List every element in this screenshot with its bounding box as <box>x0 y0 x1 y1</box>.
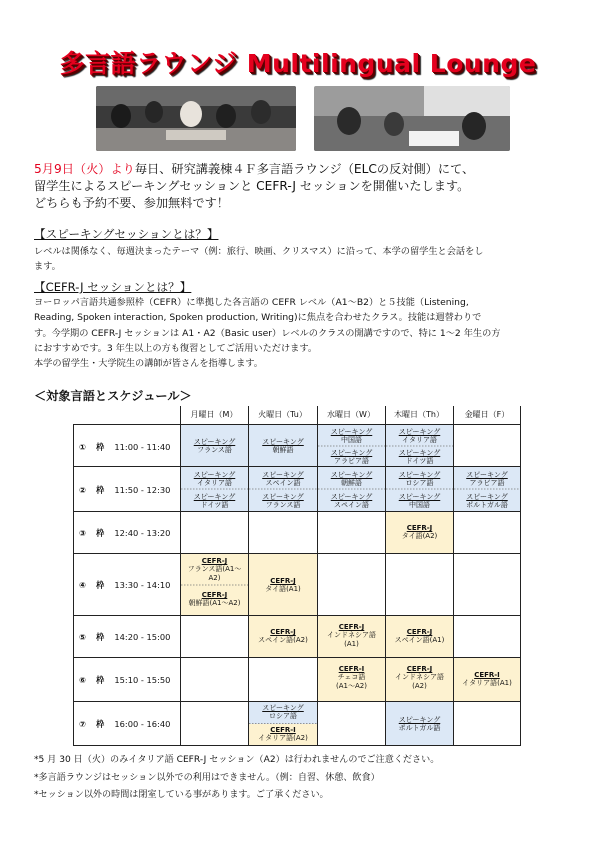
session-language: フランス語 <box>197 446 232 455</box>
session-type: CEFR-J <box>406 628 433 636</box>
session-language: チェコ語 <box>337 673 366 682</box>
session-type: スピーキング <box>466 471 508 479</box>
session-p1-wed-a <box>318 428 385 445</box>
period-frame-label: 枠 <box>96 675 105 685</box>
session-p2-tue-a <box>249 471 317 488</box>
session-language: ドイツ語 <box>405 457 434 466</box>
session-type: スピーキング <box>193 493 236 501</box>
intro-line-2: 留学生によるスピーキングセッションと CEFR-J セッションを開催いたします。 <box>34 179 470 194</box>
session-type: スピーキング <box>466 493 508 501</box>
day-header-thu: 木曜日（Th） <box>394 410 444 419</box>
cefr-body-line: Reading, Spoken interaction, Spoken production, Writing)に焦点を合わせたクラス。技能は週替わりで <box>34 312 482 324</box>
session-p2-wed-b <box>318 493 385 510</box>
session-p1-mon <box>181 438 248 455</box>
page-title: 多言語ラウンジ Multilingual Lounge <box>59 49 537 78</box>
session-type: スピーキング <box>330 428 373 436</box>
session-p2-wed-a <box>318 471 385 488</box>
intro-line-3: どちらも予約不要、参加無料です！ <box>34 196 229 211</box>
session-type: スピーキング <box>398 493 441 501</box>
session-p6-thu <box>386 665 453 690</box>
session-language: ロシア語 <box>405 479 434 488</box>
session-language: フランス語 <box>265 501 301 510</box>
schedule-title: ＜対象言語とスケジュール＞ <box>34 389 192 403</box>
session-language: インドネシア語 <box>327 631 376 640</box>
session-language: フランス語(A1～ <box>187 565 242 574</box>
session-language: タイ語(A1) <box>265 585 301 594</box>
period-time: 15:10 - 15:50 <box>114 675 171 685</box>
period-number: ⑦ <box>79 719 87 729</box>
period-frame-label: 枠 <box>96 719 105 729</box>
period-number: ③ <box>79 528 87 538</box>
period-time: 16:00 - 16:40 <box>114 719 171 729</box>
period-time: 12:40 - 13:20 <box>114 528 171 538</box>
session-type: CEFR-I <box>338 665 365 673</box>
session-p2-fri-a <box>454 471 520 488</box>
session-language: スペイン語 <box>265 479 301 488</box>
period-4-label <box>79 579 170 591</box>
period-time: 11:50 - 12:30 <box>114 485 171 495</box>
period-frame-label: 枠 <box>96 528 105 538</box>
cefr-body-line: す。今学期の CEFR-J セッションは A1・A2（Basic user）レベルのクラスの開講ですので、特に 1～2 年生の方 <box>34 327 501 339</box>
session-language: ロシア語 <box>269 712 297 721</box>
session-p6-wed <box>318 665 385 690</box>
session-p2-thu-b <box>386 493 453 510</box>
period-number: ④ <box>79 580 87 590</box>
period-number: ⑥ <box>79 675 87 685</box>
session-language: スペイン語 <box>334 501 369 510</box>
speaking-body <box>34 244 564 275</box>
session-type: CEFR-J <box>201 557 228 565</box>
session-type: CEFR-J <box>406 524 433 532</box>
session-type: スピーキング <box>330 493 373 501</box>
session-language: 中国語 <box>409 501 430 510</box>
session-language: スペイン語(A1) <box>394 636 445 645</box>
period-6-label <box>79 674 170 686</box>
session-p1-thu-a <box>386 428 453 445</box>
period-time: 14:20 - 15:00 <box>114 632 171 642</box>
period-1-label <box>79 441 170 453</box>
period-frame-label: 枠 <box>96 632 105 642</box>
period-frame-label: 枠 <box>96 580 105 590</box>
cefr-body-line: におすすめです。3 年生以上の方も復習としてご活用いただけます。 <box>34 342 318 354</box>
speaking-heading: 【スピーキングセッションとは？】 <box>34 227 219 241</box>
session-language: 朝鮮語 <box>272 446 294 455</box>
session-level: (A1～A2) <box>336 681 367 690</box>
session-language: 朝鮮語 <box>341 479 362 488</box>
session-level: A2) <box>208 573 221 582</box>
session-type: CEFR-I <box>270 726 296 734</box>
period-number: ② <box>79 485 87 495</box>
session-language: アラビア語 <box>334 457 369 466</box>
session-type: スピーキング <box>330 449 373 457</box>
session-type: CEFR-I <box>474 671 500 679</box>
period-5-label <box>79 631 170 643</box>
session-language: イタリア語 <box>402 436 437 445</box>
session-type: CEFR-J <box>338 623 365 631</box>
cefr-body <box>34 295 564 371</box>
session-type: CEFR-J <box>270 628 296 636</box>
session-p1-wed-b <box>318 449 385 466</box>
session-type: スピーキング <box>262 493 304 501</box>
note-item: *セッション以外の時間は閉室している事があります。ご了承ください。 <box>34 790 329 801</box>
session-language: アラビア語 <box>469 479 505 488</box>
session-p2-tue-b <box>249 493 317 510</box>
session-p7-tue-a <box>249 704 317 721</box>
session-language: ポルトガル語 <box>398 724 441 733</box>
session-level: (A2) <box>412 681 427 690</box>
period-7-label <box>79 718 170 730</box>
session-p4-tue <box>249 577 317 594</box>
photo-classroom <box>314 86 510 151</box>
session-language: 朝鮮語(A1～A2) <box>188 599 241 608</box>
start-date: 5月9日（火）より <box>34 162 135 176</box>
session-p5-thu <box>386 628 453 645</box>
session-type: スピーキング <box>193 471 236 479</box>
intro-line-1: 毎日、研究講義棟４Ｆ多言語ラウンジ（ELCの反対側）にて、 <box>134 162 475 176</box>
session-p2-thu-a <box>386 471 453 488</box>
period-number: ① <box>79 442 87 452</box>
note-item: *多言語ラウンジはセッション以外での利用はできません。（例：自習、休憩、飲食） <box>34 772 380 783</box>
speaking-body-line: ます。 <box>34 261 61 273</box>
session-language: 中国語 <box>341 436 362 445</box>
session-language: イタリア語(A1) <box>462 679 512 688</box>
session-type: スピーキング <box>398 449 441 457</box>
session-p6-fri <box>454 671 520 688</box>
period-frame-label: 枠 <box>96 485 105 495</box>
session-p2-fri-b <box>454 493 520 510</box>
note-item: *5 月 30 日（火）のみイタリア語 CEFR-J セッション（A2）は行われませんのでご注意ください。 <box>34 755 440 765</box>
day-header-wed: 水曜日（W） <box>327 410 375 419</box>
session-p4-mon-a <box>181 557 248 582</box>
cefr-body-line: 本学の留学生・大学院生の講師が皆さんを指導します。 <box>34 358 263 370</box>
session-p2-mon-a <box>181 471 248 488</box>
session-p2-mon-b <box>181 493 248 510</box>
period-time: 11:00 - 11:40 <box>114 442 171 452</box>
period-3-label <box>79 527 170 539</box>
session-type: CEFR-J <box>201 591 228 599</box>
session-language: ドイツ語 <box>200 501 229 510</box>
session-level: (A1) <box>344 639 359 648</box>
session-p5-tue <box>249 628 317 645</box>
session-type: スピーキング <box>262 471 304 479</box>
session-p5-wed <box>318 623 385 648</box>
session-language: タイ語(A2) <box>401 532 438 541</box>
session-p3-thu <box>386 524 453 541</box>
session-language: ポルトガル語 <box>466 501 508 510</box>
session-p4-mon-b <box>181 591 248 608</box>
period-2-label <box>79 484 170 496</box>
speaking-body-line: レベルは関係なく、毎週決まったテーマ（例：旅行、映画、クリスマス）に沿って、本学の留学生と会話をし <box>34 246 484 257</box>
session-type: スピーキング <box>398 471 441 479</box>
session-p7-thu <box>386 716 453 733</box>
period-time: 13:30 - 14:10 <box>114 580 171 590</box>
session-type: スピーキング <box>262 704 304 712</box>
day-header-mon: 月曜日（M） <box>190 410 238 419</box>
day-header-fri: 金曜日（F） <box>464 410 510 419</box>
session-p1-thu-b <box>386 449 453 466</box>
session-language: イタリア語(A2) <box>258 734 308 743</box>
session-type: スピーキング <box>330 471 373 479</box>
session-type: CEFR-J <box>270 577 296 585</box>
session-p7-tue-b <box>249 726 317 743</box>
session-type: CEFR-J <box>406 665 433 673</box>
session-type: スピーキング <box>262 438 304 446</box>
session-type: スピーキング <box>398 716 441 724</box>
session-type: スピーキング <box>398 428 441 436</box>
session-language: インドネシア語 <box>395 673 444 682</box>
cefr-heading: 【CEFR-J セッションとは？】 <box>34 280 192 294</box>
session-type: スピーキング <box>193 438 236 446</box>
cefr-body-line: ヨーロッパ言語共通参照枠（CEFR）に準拠した各言語の CEFR レベル（A1～B2）と５技能（Listening, <box>34 297 469 308</box>
notes <box>34 752 439 805</box>
period-number: ⑤ <box>79 632 87 642</box>
period-frame-label: 枠 <box>96 442 105 452</box>
photo-group-conversation <box>96 86 296 151</box>
session-p1-tue <box>249 438 317 455</box>
session-language: イタリア語 <box>197 479 232 488</box>
day-header-tue: 火曜日（Tu） <box>258 410 307 419</box>
intro-text <box>34 161 574 213</box>
session-language: スペイン語(A2) <box>258 636 308 645</box>
